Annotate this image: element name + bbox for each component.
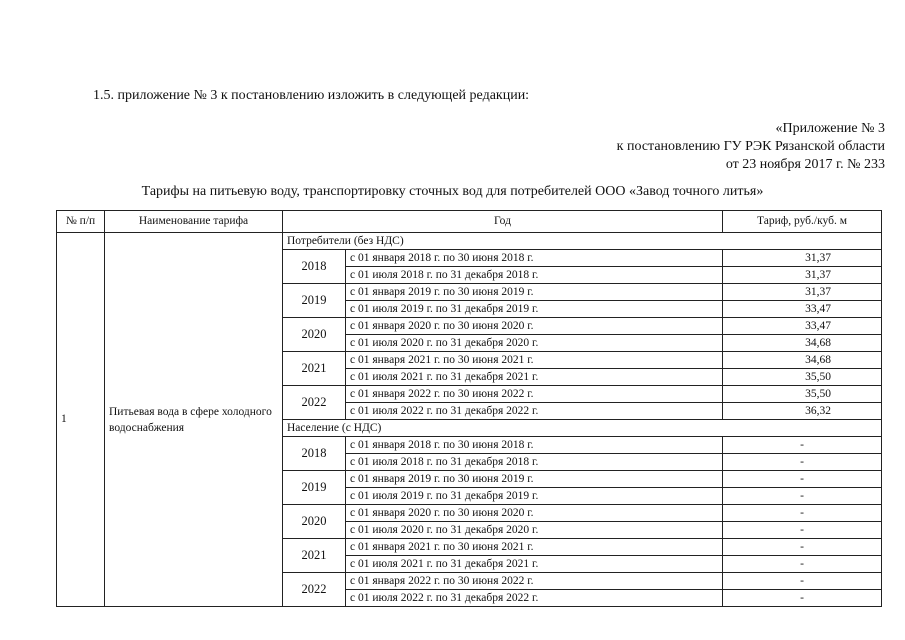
period-cell: с 01 января 2021 г. по 30 июня 2021 г. [346, 352, 723, 369]
tariff-value-cell: - [723, 539, 882, 556]
year-cell: 2019 [283, 471, 346, 505]
period-cell: с 01 июля 2019 г. по 31 декабря 2019 г. [346, 301, 723, 318]
header-tariff-value: Тариф, руб./куб. м [723, 211, 882, 233]
year-cell: 2019 [283, 284, 346, 318]
table-body [57, 233, 882, 607]
tariff-value-cell: 34,68 [723, 352, 882, 369]
year-cell: 2022 [283, 386, 346, 420]
period-cell: с 01 января 2020 г. по 30 июня 2020 г. [346, 505, 723, 522]
period-cell: с 01 июля 2018 г. по 31 декабря 2018 г. [346, 267, 723, 284]
tariff-table [56, 210, 882, 607]
appendix-reference [617, 120, 885, 174]
group-label: Потребители (без НДС) [283, 233, 882, 250]
tariff-value-cell: - [723, 590, 882, 607]
period-cell: с 01 января 2020 г. по 30 июня 2020 г. [346, 318, 723, 335]
tariff-value-cell: 31,37 [723, 267, 882, 284]
tariff-value-cell: - [723, 522, 882, 539]
tariff-value-cell: 33,47 [723, 318, 882, 335]
period-cell: с 01 июля 2020 г. по 31 декабря 2020 г. [346, 522, 723, 539]
year-cell: 2021 [283, 352, 346, 386]
document-title: Тарифы на питьевую воду, транспортировку сточных вод для потребителей ООО «Завод точного литья» [141, 184, 764, 199]
appendix-line-3: от 23 ноября 2017 г. № 233 [725, 157, 885, 172]
tariff-value-cell: 31,37 [723, 250, 882, 267]
appendix-line-1: «Приложение № 3 [775, 121, 885, 136]
tariff-value-cell: - [723, 488, 882, 505]
year-cell: 2018 [283, 250, 346, 284]
tariff-value-cell: - [723, 573, 882, 590]
table-header-row [57, 211, 882, 233]
year-cell: 2021 [283, 539, 346, 573]
intro-paragraph: 1.5. приложение № 3 к постановлению изложить в следующей редакции: [93, 88, 530, 103]
header-number: № п/п [57, 211, 105, 233]
tariff-value-cell: - [723, 556, 882, 573]
period-cell: с 01 июля 2019 г. по 31 декабря 2019 г. [346, 488, 723, 505]
period-cell: с 01 января 2019 г. по 30 июня 2019 г. [346, 471, 723, 488]
tariff-value-cell: - [723, 437, 882, 454]
header-tariff-name: Наименование тарифа [105, 211, 283, 233]
period-cell: с 01 января 2021 г. по 30 июня 2021 г. [346, 539, 723, 556]
period-cell: с 01 июля 2018 г. по 31 декабря 2018 г. [346, 454, 723, 471]
row-number: 1 [57, 233, 105, 607]
header-year: Год [283, 211, 723, 233]
year-cell: 2018 [283, 437, 346, 471]
tariff-value-cell: - [723, 471, 882, 488]
period-cell: с 01 июля 2022 г. по 31 декабря 2022 г. [346, 403, 723, 420]
tariff-value-cell: 34,68 [723, 335, 882, 352]
period-cell: с 01 января 2019 г. по 30 июня 2019 г. [346, 284, 723, 301]
tariff-value-cell: 35,50 [723, 369, 882, 386]
year-cell: 2020 [283, 318, 346, 352]
tariff-value-cell: 36,32 [723, 403, 882, 420]
appendix-line-2: к постановлению ГУ РЭК Рязанской области [616, 139, 885, 154]
period-cell: с 01 января 2018 г. по 30 июня 2018 г. [346, 250, 723, 267]
tariff-name: Питьевая вода в сфере холодного водоснабжения [105, 233, 283, 607]
tariff-value-cell: 35,50 [723, 386, 882, 403]
tariff-value-cell: 33,47 [723, 301, 882, 318]
year-cell: 2020 [283, 505, 346, 539]
tariff-value-cell: - [723, 505, 882, 522]
period-cell: с 01 июля 2022 г. по 31 декабря 2022 г. [346, 590, 723, 607]
tariff-value-cell: - [723, 454, 882, 471]
period-cell: с 01 января 2022 г. по 30 июня 2022 г. [346, 573, 723, 590]
tariff-value-cell: 31,37 [723, 284, 882, 301]
year-cell: 2022 [283, 573, 346, 607]
period-cell: с 01 июля 2021 г. по 31 декабря 2021 г. [346, 369, 723, 386]
period-cell: с 01 июля 2021 г. по 31 декабря 2021 г. [346, 556, 723, 573]
period-cell: с 01 января 2022 г. по 30 июня 2022 г. [346, 386, 723, 403]
group-row [57, 233, 882, 250]
group-label: Население (с НДС) [283, 420, 882, 437]
period-cell: с 01 января 2018 г. по 30 июня 2018 г. [346, 437, 723, 454]
period-cell: с 01 июля 2020 г. по 31 декабря 2020 г. [346, 335, 723, 352]
